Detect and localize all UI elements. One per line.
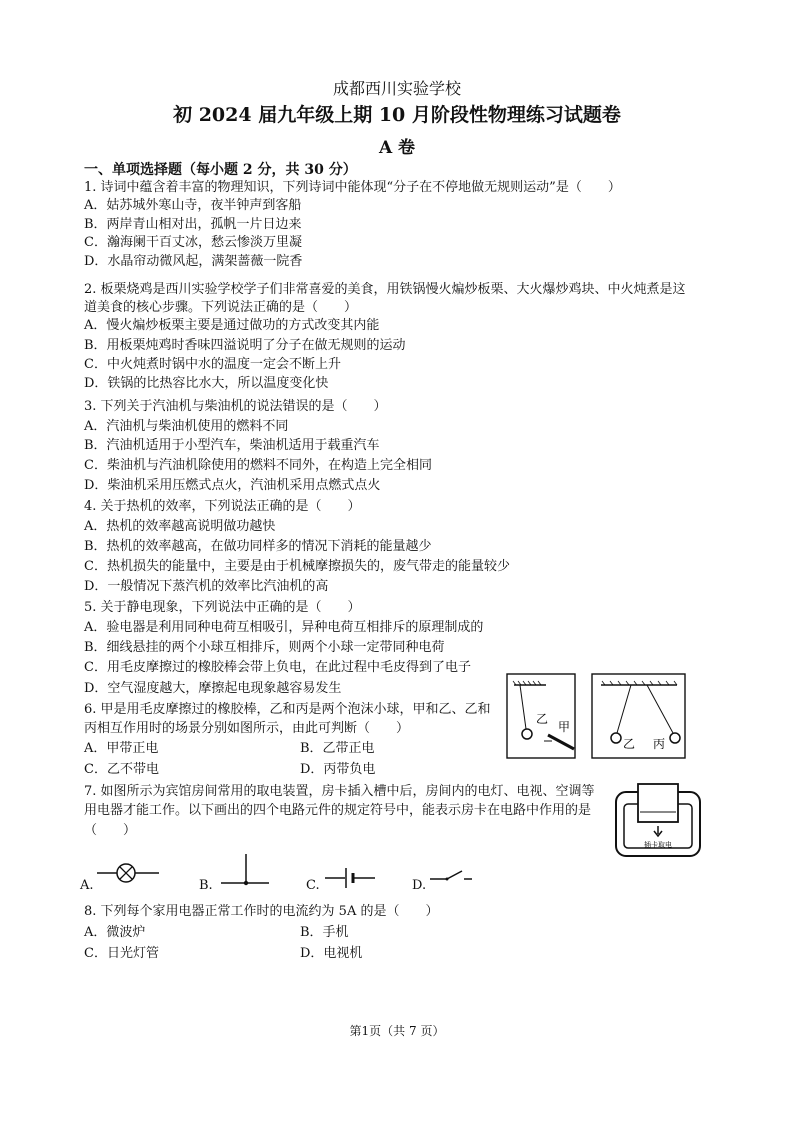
- q7-option-b-label: B.: [199, 878, 213, 893]
- q1-stem: 1. 诗词中蕴含着丰富的物理知识，下列诗词中能体现“分子在不停地做无规则运动”是（ ）: [84, 180, 621, 195]
- q7-stem-line1: 7. 如图所示为宾馆房间常用的取电装置，房卡插入槽中后，房间内的电灯、电视、空调等: [84, 784, 595, 799]
- section-heading: 一、单项选择题（每小题 2 分，共 30 分）: [84, 162, 357, 178]
- q6-label-yi-2: 乙: [623, 737, 636, 751]
- q5-option-b: B．细线悬挂的两个小球互相排斥，则两个小球一定带同种电荷: [84, 640, 445, 655]
- card-slot-label: 插卡取电: [644, 841, 672, 849]
- q8-option-a: A．微波炉: [84, 925, 146, 940]
- q5-option-a: A．验电器是利用同种电荷互相吸引，异种电荷互相排斥的原理制成的: [84, 620, 484, 635]
- q7-stem-line2: 用电器才能工作。以下画出的四个电路元件的规定符号中，能表示房卡在电路中作用的是: [84, 803, 592, 818]
- q4-option-b: B．热机的效率越高，在做功同样多的情况下消耗的能量越少: [84, 539, 432, 554]
- q5-option-c: C．用毛皮摩擦过的橡胶棒会带上负电，在此过程中毛皮得到了电子: [84, 660, 471, 675]
- room-card-switch-picture: [614, 782, 702, 858]
- q2-option-c: C．中火炖煮时锅中水的温度一定会不断上升: [84, 357, 341, 372]
- q6-figure-jia-yi: [506, 673, 576, 759]
- q6-stem-line2: 丙相互作用时的场景分别如图所示，由此可判断（ ）: [84, 721, 410, 736]
- meter-node-symbol-icon: [221, 852, 271, 888]
- q3-option-a: A．汽油机与柴油机使用的燃料不同: [84, 419, 289, 434]
- q6-stem-line1: 6. 甲是用毛皮摩擦过的橡胶棒，乙和丙是两个泡沫小球，甲和乙、乙和: [84, 702, 491, 717]
- q2-option-b: B．用板栗炖鸡时香味四溢说明了分子在做无规则的运动: [84, 338, 406, 353]
- q5-option-d: D．空气湿度越大，摩擦起电现象越容易发生: [84, 681, 342, 696]
- q6-label-jia: 甲: [558, 720, 571, 734]
- q7-option-d-label: D.: [412, 878, 427, 893]
- q7-option-a-label: A.: [80, 878, 94, 893]
- switch-symbol-icon: [430, 866, 474, 886]
- q2-option-d: D．铁锅的比热容比水大，所以温度变化快: [84, 376, 329, 391]
- q8-option-d: D．电视机: [300, 946, 363, 961]
- q4-option-d: D．一般情况下蒸汽机的效率比汽油机的高: [84, 579, 329, 594]
- q7-stem-line3: （ ）: [84, 823, 137, 838]
- page-footer: 第1页（共 7 页）: [349, 1024, 445, 1038]
- paper-section-label: A 卷: [378, 138, 416, 158]
- q3-option-d: D．柴油机采用压燃式点火，汽油机采用点燃式点火: [84, 478, 381, 493]
- q6-option-d: D．丙带负电: [300, 762, 376, 777]
- q6-label-bing: 丙: [653, 737, 666, 751]
- battery-symbol-icon: [325, 866, 377, 888]
- q6-option-b: B．乙带正电: [300, 741, 375, 756]
- q3-option-c: C．柴油机与汽油机除使用的燃料不同外，在构造上完全相同: [84, 458, 432, 473]
- q1-option-b: B．两岸青山相对出，孤帆一片日边来: [84, 217, 302, 232]
- q1-option-d: D．水晶帘动微风起，满架蔷薇一院香: [84, 254, 303, 269]
- q4-stem: 4. 关于热机的效率，下列说法正确的是（ ）: [84, 499, 361, 514]
- q1-option-c: C．瀚海阑干百丈冰，愁云惨淡万里凝: [84, 235, 302, 250]
- lamp-symbol-icon: [97, 860, 161, 886]
- q8-stem: 8. 下列每个家用电器正常工作时的电流约为 5A 的是（ ）: [84, 904, 439, 919]
- q6-figure-yi-bing: [591, 673, 686, 759]
- q2-stem-line2: 道美食的核心步骤。下列说法正确的是（ ）: [84, 300, 358, 315]
- q2-option-a: A．慢火煸炒板栗主要是通过做功的方式改变其内能: [84, 318, 380, 333]
- q6-label-yi: 乙: [536, 712, 549, 726]
- q3-option-b: B．汽油机适用于小型汽车，柴油机适用于载重汽车: [84, 438, 380, 453]
- q4-option-c: C．热机损失的能量中，主要是由于机械摩擦损失的，废气带走的能量较少: [84, 559, 510, 574]
- q2-stem-line1: 2. 板栗烧鸡是西川实验学校学子们非常喜爱的美食，用铁锅慢火煸炒板栗、大火爆炒鸡块、中火炖煮是这: [84, 282, 686, 297]
- q6-option-a: A．甲带正电: [84, 741, 159, 756]
- school-name: 成都西川实验学校: [332, 79, 461, 98]
- q4-option-a: A．热机的效率越高说明做功越快: [84, 519, 276, 534]
- exam-title: 初 2024 届九年级上期 10 月阶段性物理练习试题卷: [173, 104, 621, 126]
- q1-option-a: A．姑苏城外寒山寺，夜半钟声到客船: [84, 198, 302, 213]
- q6-option-c: C．乙不带电: [84, 762, 159, 777]
- q8-option-b: B．手机: [300, 925, 349, 940]
- q7-option-c-label: C.: [306, 878, 320, 893]
- q5-stem: 5. 关于静电现象，下列说法中正确的是（ ）: [84, 600, 361, 615]
- q8-option-c: C．日光灯管: [84, 946, 159, 961]
- q3-stem: 3. 下列关于汽油机与柴油机的说法错误的是（ ）: [84, 399, 387, 414]
